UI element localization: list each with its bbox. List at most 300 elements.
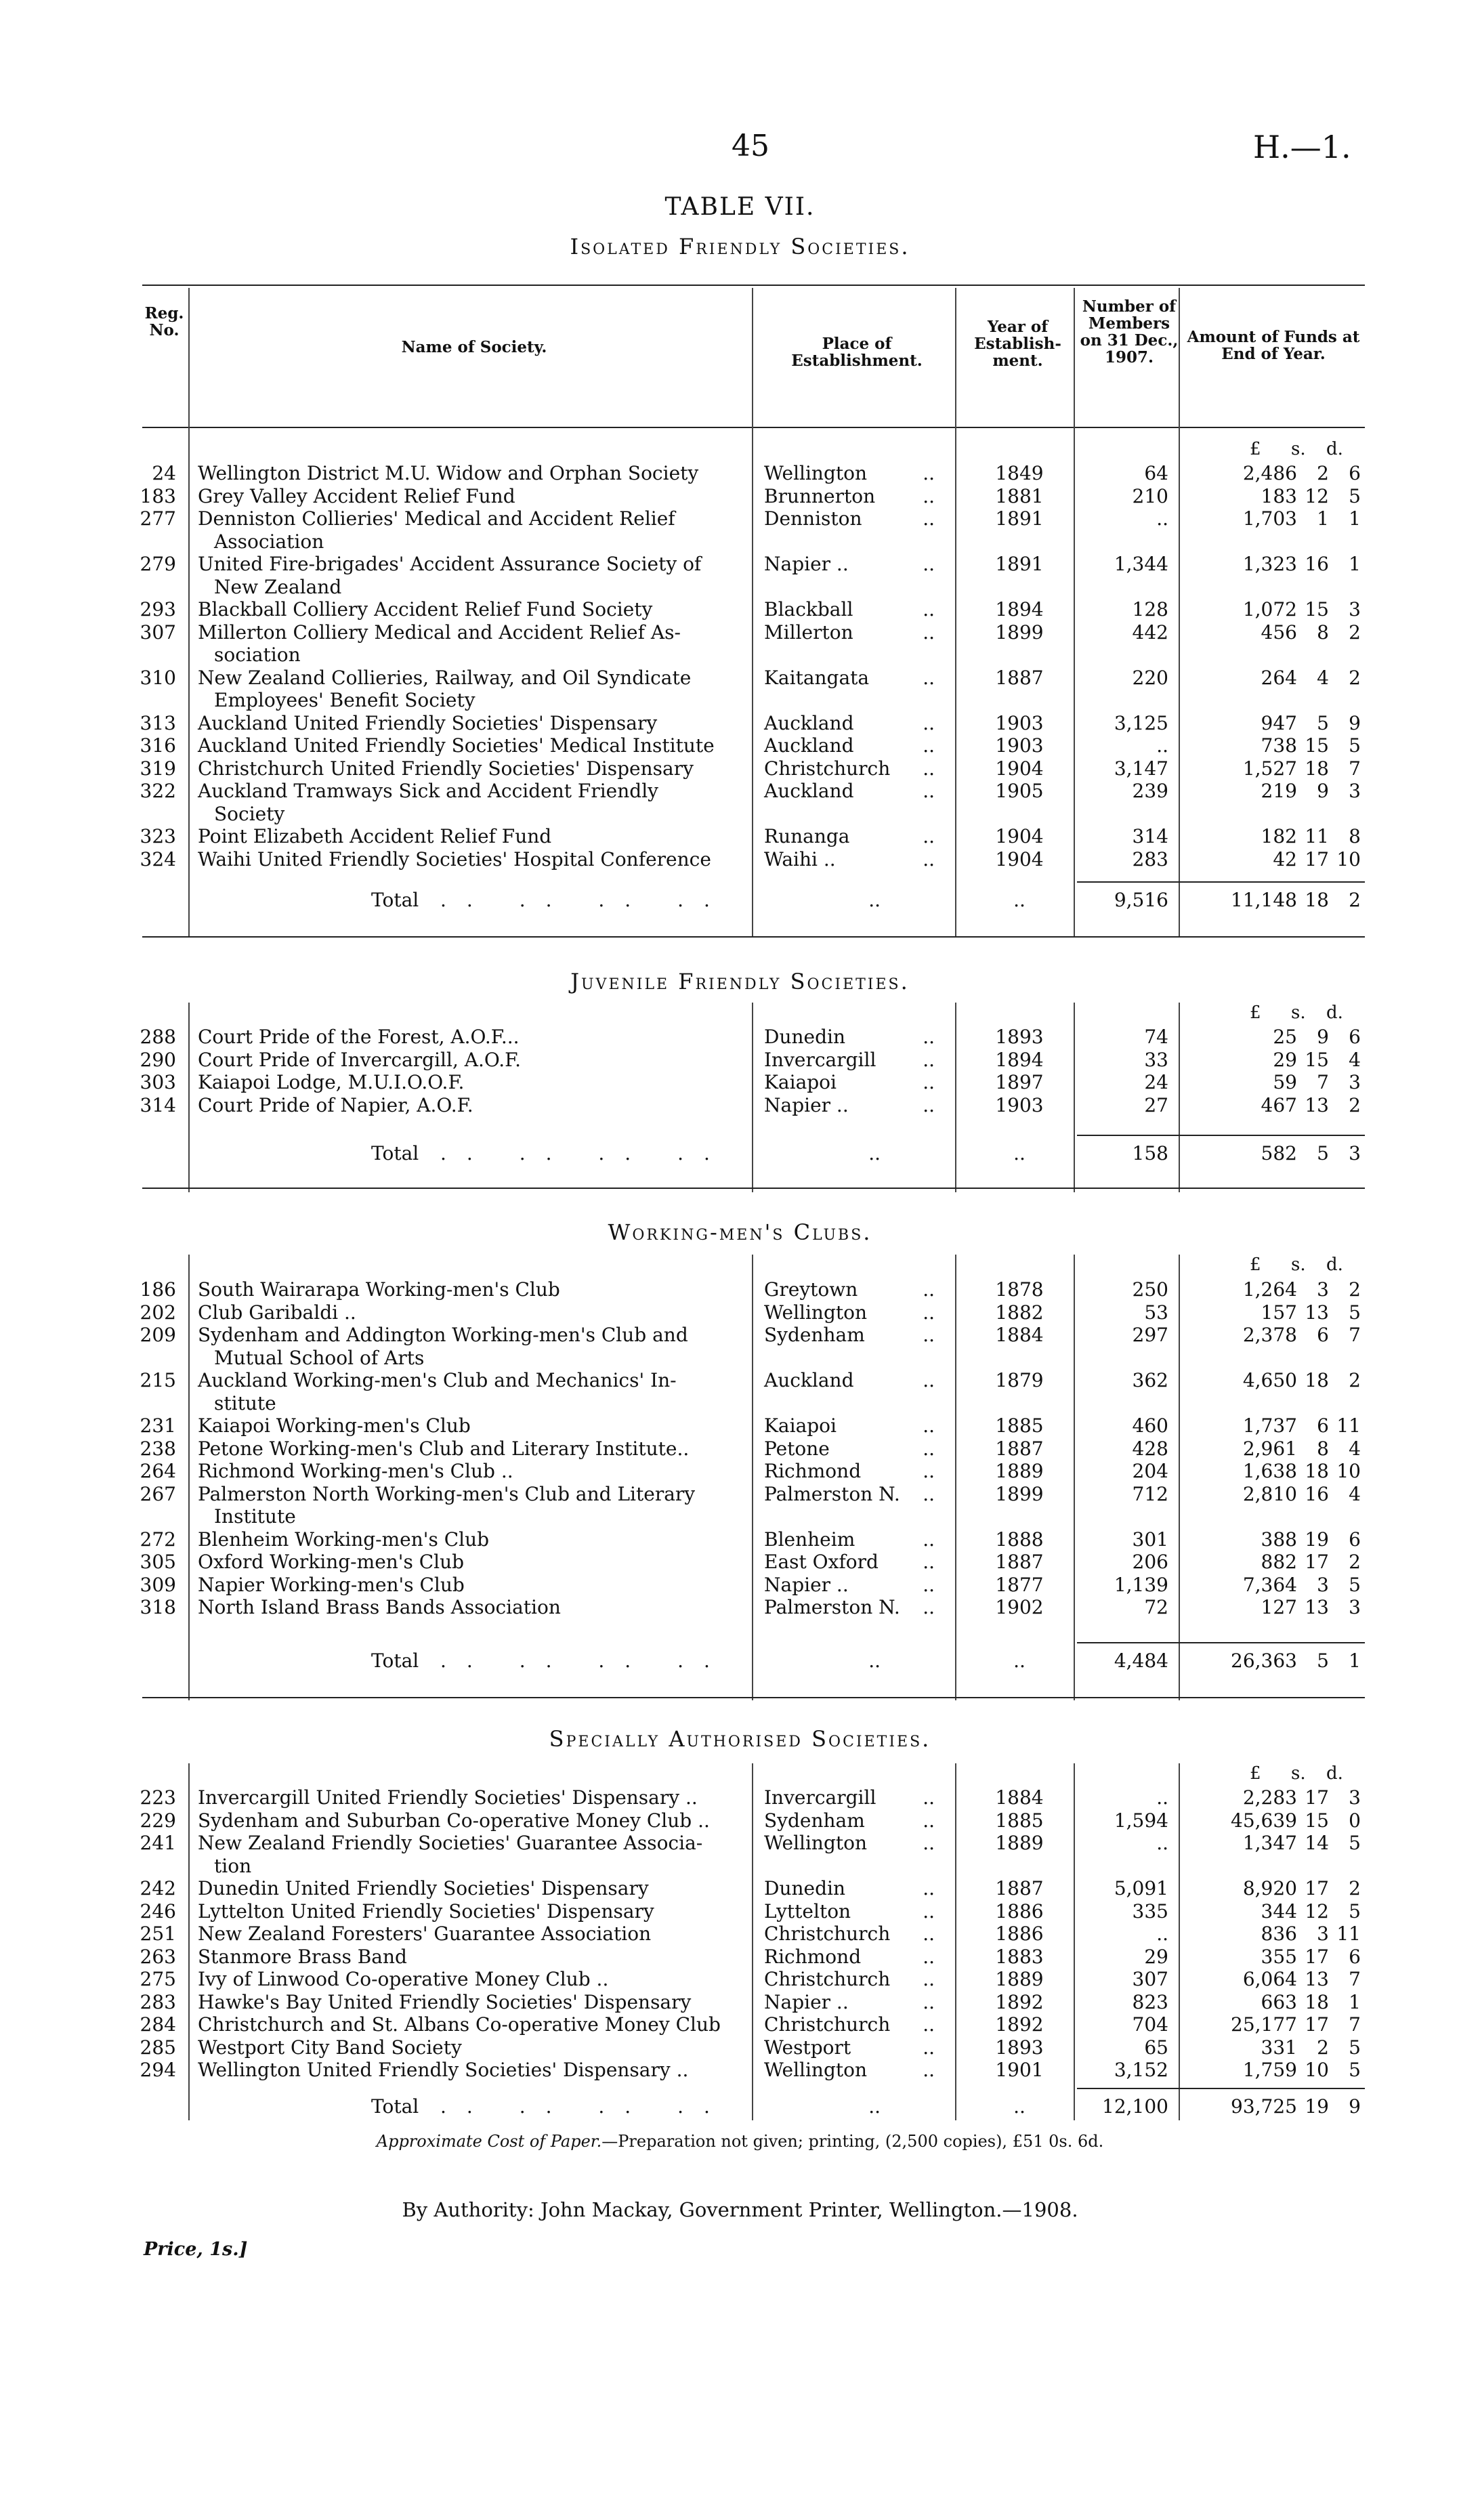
society-name: Point Elizabeth Accident Relief Fund (198, 825, 552, 847)
total-pence: 1 (1349, 1650, 1361, 1672)
funds-pounds: 59 (1273, 1071, 1297, 1093)
total-rule (1077, 1135, 1365, 1136)
header-column-divider (188, 288, 190, 423)
place: Napier .. (764, 1990, 849, 2013)
unit-pence: d. (1326, 1763, 1343, 1784)
members: 220 (1132, 666, 1168, 689)
reg-no: 313 (140, 711, 176, 734)
leader-dots: .. (1013, 2095, 1026, 2118)
leader-dots: .. (923, 1093, 935, 1116)
members: 29 (1144, 1945, 1168, 1968)
unit-pence: d. (1326, 1003, 1343, 1023)
header-column-divider (752, 288, 753, 423)
cost-note (0, 2132, 1480, 2151)
leader-dots: .. (923, 462, 935, 484)
place: Brunnerton (764, 484, 876, 507)
funds-pence: 0 (1349, 1809, 1361, 1832)
place: Wellington (764, 2059, 868, 2081)
table-row (0, 826, 1480, 849)
leader-dots: .. (923, 757, 935, 780)
funds-pounds: 182 (1261, 825, 1297, 847)
table-row (0, 1370, 1480, 1393)
funds-pounds: 1,703 (1242, 507, 1297, 530)
table-row (0, 735, 1480, 758)
funds-pounds: 467 (1261, 1093, 1297, 1116)
funds-pence: 2 (1349, 1369, 1361, 1391)
table-row (0, 713, 1480, 736)
section-title-isolated: Isolated Friendly Societies. (570, 234, 910, 259)
total-label: Total (371, 1650, 419, 1672)
funds-pence: 6 (1349, 1528, 1361, 1551)
funds-pence: 7 (1349, 2013, 1361, 2036)
table-row (0, 486, 1480, 509)
leader-dots: .. (923, 1923, 935, 1945)
members: 210 (1132, 484, 1168, 507)
society-name: Grey Valley Accident Relief Fund (198, 484, 515, 507)
funds-pence: 4 (1349, 1437, 1361, 1460)
funds-pence: 2 (1349, 1877, 1361, 1899)
table-row (0, 1302, 1480, 1325)
members: 442 (1132, 621, 1168, 644)
funds-shillings: 3 (1317, 1923, 1329, 1945)
table-row (0, 1049, 1480, 1072)
society-name: Dunedin United Friendly Societies' Dispensary (198, 1877, 649, 1899)
society-name: Auckland Working-men's Club and Mechanics' In- (198, 1369, 677, 1391)
table-row (0, 1551, 1480, 1574)
society-name: Wellington United Friendly Societies' Dispensary .. (198, 2059, 689, 2081)
funds-pounds: 2,486 (1242, 462, 1297, 484)
funds-pounds: 6,064 (1242, 1968, 1297, 1990)
funds-shillings: 15 (1305, 1048, 1329, 1071)
society-name: Ivy of Linwood Co-operative Money Club .. (198, 1968, 609, 1990)
society-name-continued: Employees' Benefit Society (214, 689, 475, 711)
reg-no: 183 (140, 484, 176, 507)
leader-dots: .. (923, 1809, 935, 1832)
total-members: 12,100 (1102, 2095, 1168, 2118)
members: 204 (1132, 1460, 1168, 1482)
leader-dots: .. (868, 889, 881, 911)
funds-shillings: 17 (1305, 1877, 1329, 1899)
unit-pounds: £ (1250, 1255, 1261, 1275)
section-title: Juvenile Friendly Societies. (570, 969, 910, 994)
funds-pounds: 25 (1273, 1026, 1297, 1048)
society-name: South Wairarapa Working-men's Club (198, 1278, 560, 1301)
members: 5,091 (1114, 1877, 1168, 1899)
funds-shillings: 11 (1305, 825, 1329, 847)
funds-shillings: 16 (1305, 1482, 1329, 1505)
table-row (0, 1279, 1480, 1302)
funds-pence: 4 (1349, 1048, 1361, 1071)
funds-pence: 6 (1349, 1026, 1361, 1048)
funds-pence: 1 (1349, 553, 1361, 575)
funds-pence: 6 (1349, 1945, 1361, 1968)
unit-shillings: s. (1291, 1763, 1306, 1784)
place: Millerton (764, 621, 853, 644)
reg-no: 323 (140, 825, 176, 847)
funds-shillings: 18 (1305, 757, 1329, 780)
reg-no: 283 (140, 1990, 176, 2013)
society-name: Christchurch and St. Albans Co-operative Money Club (198, 2013, 721, 2036)
leader-dots: .. (923, 484, 935, 507)
place: Dunedin (764, 1026, 845, 1048)
header-bottom-rule (142, 427, 1365, 428)
total-row (0, 1143, 1480, 1166)
leader-dots: .. (923, 825, 935, 847)
funds-pence: 5 (1349, 734, 1361, 757)
society-name: Kaiapoi Working-men's Club (198, 1414, 471, 1437)
funds-pounds: 127 (1261, 1596, 1297, 1618)
funds-shillings: 14 (1305, 1832, 1329, 1854)
funds-pounds: 331 (1261, 2036, 1297, 2059)
place: Runanga (764, 825, 850, 847)
table-row (0, 1095, 1480, 1118)
table-row (0, 1026, 1480, 1049)
funds-pence: 5 (1349, 1832, 1361, 1854)
leader-dots: .. (923, 734, 935, 757)
total-pounds: 26,363 (1231, 1650, 1297, 1672)
section-bottom-rule (142, 936, 1365, 938)
society-name: Richmond Working-men's Club .. (198, 1460, 513, 1482)
funds-pence: 10 (1336, 1460, 1361, 1482)
reg-no: 284 (140, 2013, 176, 2036)
funds-pence: 3 (1349, 1071, 1361, 1093)
year: 1893 (995, 1026, 1044, 1048)
total-row (0, 2096, 1480, 2119)
funds-pounds: 1,737 (1242, 1414, 1297, 1437)
table-row (0, 2014, 1480, 2037)
place: Invercargill (764, 1048, 876, 1071)
year: 1878 (995, 1278, 1044, 1301)
year: 1891 (995, 507, 1044, 530)
table-row (0, 1946, 1480, 1969)
place: Lyttelton (764, 1899, 851, 1923)
leader-dots: .. (923, 1071, 935, 1093)
members: 206 (1132, 1551, 1168, 1573)
funds-pounds: 29 (1273, 1048, 1297, 1071)
society-name: Court Pride of Invercargill, A.O.F. (198, 1048, 522, 1071)
place: Wellington (764, 1301, 868, 1324)
reg-no: 319 (140, 757, 176, 780)
society-name: United Fire-brigades' Accident Assurance Society of (198, 553, 702, 575)
year: 1884 (995, 1324, 1044, 1346)
year: 1894 (995, 598, 1044, 621)
members: 301 (1132, 1528, 1168, 1551)
funds-pounds: 4,650 (1242, 1369, 1297, 1391)
table-row (0, 1324, 1480, 1347)
society-name: Petone Working-men's Club and Literary Institute.. (198, 1437, 690, 1460)
header-members: Number of Members on 31 Dec., 1907. (1080, 297, 1179, 366)
place: Napier .. (764, 1093, 849, 1116)
table-row (0, 2037, 1480, 2060)
place: Richmond (764, 1945, 862, 1968)
total-members: 158 (1132, 1142, 1168, 1164)
total-label: Total (371, 889, 419, 911)
reg-no: 279 (140, 553, 176, 575)
members: 74 (1144, 1026, 1168, 1048)
funds-shillings: 8 (1317, 621, 1329, 644)
society-name: Wellington District M.U. Widow and Orphan Society (198, 462, 699, 484)
leader-dots: .. (1013, 1142, 1026, 1164)
funds-pence: 5 (1349, 2059, 1361, 2081)
funds-pounds: 157 (1261, 1301, 1297, 1324)
year: 1897 (995, 1071, 1044, 1093)
page-number: 45 (732, 129, 769, 163)
members: 704 (1132, 2013, 1168, 2036)
funds-pence: 3 (1349, 780, 1361, 802)
society-name: Auckland Tramways Sick and Accident Friendly (198, 780, 658, 802)
funds-pence: 1 (1349, 507, 1361, 530)
leader-dots: .. (923, 598, 935, 621)
funds-pounds: 7,364 (1242, 1573, 1297, 1596)
funds-shillings: 6 (1317, 1414, 1329, 1437)
funds-shillings: 9 (1317, 1026, 1329, 1048)
year: 1886 (995, 1899, 1044, 1923)
leader-dots: .. (923, 1324, 935, 1346)
place: Auckland (764, 711, 854, 734)
total-label: Total (371, 1142, 419, 1164)
leader-dots: .. (923, 1832, 935, 1854)
funds-shillings: 15 (1305, 598, 1329, 621)
society-name: Oxford Working-men's Club (198, 1551, 465, 1573)
place: Blackball (764, 598, 853, 621)
year: 1887 (995, 1877, 1044, 1899)
leader-dots: .. (923, 1877, 935, 1899)
funds-pounds: 355 (1261, 1945, 1297, 1968)
funds-pounds: 836 (1261, 1923, 1297, 1945)
place: Petone (764, 1437, 830, 1460)
society-name: Court Pride of Napier, A.O.F. (198, 1093, 473, 1116)
place: Auckland (764, 734, 854, 757)
place: Invercargill (764, 1786, 876, 1809)
year: 1885 (995, 1414, 1044, 1437)
total-pounds: 11,148 (1231, 889, 1297, 911)
funds-pounds: 25,177 (1231, 2013, 1297, 2036)
leader-dots: .. .. .. .. (440, 2095, 730, 2118)
leader-dots: .. (923, 1048, 935, 1071)
members: 1,594 (1114, 1809, 1168, 1832)
funds-pence: 8 (1349, 825, 1361, 847)
leader-dots: .. (923, 2059, 935, 2081)
funds-shillings: 10 (1305, 2059, 1329, 2081)
leader-dots: .. (923, 1968, 935, 1990)
year: 1889 (995, 1968, 1044, 1990)
table-row (0, 599, 1480, 622)
society-name: Napier Working-men's Club (198, 1573, 465, 1596)
members: 362 (1132, 1369, 1168, 1391)
funds-pence: 3 (1349, 598, 1361, 621)
header-column-divider (1074, 288, 1075, 423)
leader-dots: .. (923, 1596, 935, 1618)
reg-no: 264 (140, 1460, 176, 1482)
funds-shillings: 15 (1305, 1809, 1329, 1832)
members: 460 (1132, 1414, 1168, 1437)
funds-pounds: 738 (1261, 734, 1297, 757)
year: 1887 (995, 666, 1044, 689)
funds-pounds: 1,638 (1242, 1460, 1297, 1482)
leader-dots: .. (923, 1026, 935, 1048)
leader-dots: .. (923, 1278, 935, 1301)
table-row (0, 1597, 1480, 1620)
funds-shillings: 3 (1317, 1278, 1329, 1301)
members: 712 (1132, 1482, 1168, 1505)
funds-shillings: 7 (1317, 1071, 1329, 1093)
funds-pounds: 388 (1261, 1528, 1297, 1551)
unit-pence: d. (1326, 1255, 1343, 1275)
table-row (0, 1992, 1480, 2015)
funds-shillings: 13 (1305, 1093, 1329, 1116)
header-top-rule (142, 285, 1365, 286)
funds-pence: 7 (1349, 757, 1361, 780)
table-row (0, 780, 1480, 803)
society-name: Blenheim Working-men's Club (198, 1528, 490, 1551)
society-name-continued: Association (214, 530, 324, 553)
members: 27 (1144, 1093, 1168, 1116)
total-shillings: 5 (1317, 1650, 1329, 1672)
society-name-continued: sociation (214, 644, 301, 666)
table-row (0, 1878, 1480, 1901)
leader-dots: .. (923, 1482, 935, 1505)
society-name-continued: Institute (214, 1505, 296, 1528)
society-name: Palmerston North Working-men's Club and Literary (198, 1482, 696, 1505)
members: .. (1156, 1923, 1168, 1945)
year: 1903 (995, 711, 1044, 734)
place: Wellington (764, 462, 868, 484)
leader-dots: .. (923, 666, 935, 689)
funds-pence: 5 (1349, 2036, 1361, 2059)
members: 3,152 (1114, 2059, 1168, 2081)
reg-no: 316 (140, 734, 176, 757)
reg-no: 238 (140, 1437, 176, 1460)
leader-dots: .. (923, 1551, 935, 1573)
year: 1879 (995, 1369, 1044, 1391)
members: 283 (1132, 847, 1168, 870)
society-name: North Island Brass Bands Association (198, 1596, 561, 1618)
funds-pounds: 219 (1261, 780, 1297, 802)
place: Denniston (764, 507, 862, 530)
members: 3,147 (1114, 757, 1168, 780)
place: Blenheim (764, 1528, 855, 1551)
reg-no: 314 (140, 1093, 176, 1116)
members: .. (1156, 507, 1168, 530)
members: .. (1156, 734, 1168, 757)
cost-text: —Preparation not given; printing, (2,500 copies), £51 0s. 6d. (601, 2132, 1104, 2151)
society-name: New Zealand Foresters' Guarantee Association (198, 1923, 652, 1945)
total-label: Total (371, 2095, 419, 2118)
year: 1886 (995, 1923, 1044, 1945)
members: 314 (1132, 825, 1168, 847)
section-title: Specially Authorised Societies. (549, 1726, 931, 1752)
reg-no: 202 (140, 1301, 176, 1324)
leader-dots: .. (868, 2095, 881, 2118)
year: 1905 (995, 780, 1044, 802)
society-name: Blackball Colliery Accident Relief Fund Society (198, 598, 653, 621)
funds-pence: 2 (1349, 1278, 1361, 1301)
funds-pounds: 1,527 (1242, 757, 1297, 780)
year: 1894 (995, 1048, 1044, 1071)
place: Napier .. (764, 553, 849, 575)
year: 1887 (995, 1551, 1044, 1573)
funds-shillings: 16 (1305, 553, 1329, 575)
society-name: Sydenham and Addington Working-men's Club and (198, 1324, 688, 1346)
funds-pounds: 183 (1261, 484, 1297, 507)
total-shillings: 19 (1305, 2095, 1329, 2118)
year: 1892 (995, 2013, 1044, 2036)
leader-dots: .. .. .. .. (440, 889, 730, 911)
funds-pounds: 663 (1261, 1990, 1297, 2013)
society-name: Hawke's Bay United Friendly Societies' Dispensary (198, 1990, 692, 2013)
header-place: Place of Establishment. (791, 335, 923, 370)
reg-no: 246 (140, 1899, 176, 1923)
leader-dots: .. (923, 1437, 935, 1460)
funds-pounds: 1,264 (1242, 1278, 1297, 1301)
header-column-divider (1179, 288, 1180, 423)
funds-pence: 7 (1349, 1324, 1361, 1346)
funds-shillings: 17 (1305, 847, 1329, 870)
table-row (0, 622, 1480, 645)
funds-shillings: 13 (1305, 1596, 1329, 1618)
reg-no: 307 (140, 621, 176, 644)
funds-shillings: 2 (1317, 462, 1329, 484)
reg-no: 24 (152, 462, 176, 484)
reg-no: 231 (140, 1414, 176, 1437)
society-name: Stanmore Brass Band (198, 1945, 407, 1968)
funds-pence: 5 (1349, 1899, 1361, 1923)
funds-pounds: 2,961 (1242, 1437, 1297, 1460)
year: 1903 (995, 1093, 1044, 1116)
society-name-continued: Society (214, 802, 285, 825)
funds-pence: 3 (1349, 1786, 1361, 1809)
members: 24 (1144, 1071, 1168, 1093)
leader-dots: .. (923, 1414, 935, 1437)
reg-no: 272 (140, 1528, 176, 1551)
unit-shillings: s. (1291, 439, 1306, 459)
year: 1885 (995, 1809, 1044, 1832)
reg-no: 290 (140, 1048, 176, 1071)
leader-dots: .. (923, 1990, 935, 2013)
members: 297 (1132, 1324, 1168, 1346)
table-row (0, 1810, 1480, 1833)
leader-dots: .. (868, 1650, 881, 1672)
funds-shillings: 5 (1317, 711, 1329, 734)
table-row (0, 1923, 1480, 1946)
leader-dots: .. (868, 1142, 881, 1164)
table-row (0, 667, 1480, 690)
society-name: Sydenham and Suburban Co-operative Money Club .. (198, 1809, 710, 1832)
leader-dots: .. (923, 1945, 935, 1968)
year: 1899 (995, 621, 1044, 644)
total-shillings: 5 (1317, 1142, 1329, 1164)
society-name: Westport City Band Society (198, 2036, 462, 2059)
table-row (0, 1438, 1480, 1461)
funds-pence: 5 (1349, 484, 1361, 507)
funds-shillings: 4 (1317, 666, 1329, 689)
funds-pounds: 1,323 (1242, 553, 1297, 575)
society-name: New Zealand Collieries, Railway, and Oil Syndicate (198, 666, 692, 689)
leader-dots: .. (923, 780, 935, 802)
society-name: Invercargill United Friendly Societies' Dispensary .. (198, 1786, 698, 1809)
table-row (0, 849, 1480, 872)
members: 250 (1132, 1278, 1168, 1301)
year: 1904 (995, 825, 1044, 847)
place: Palmerston N. (764, 1482, 900, 1505)
place: Christchurch (764, 1968, 891, 1990)
leader-dots: .. (923, 1786, 935, 1809)
header-name: Name of Society. (401, 338, 547, 356)
year: 1891 (995, 553, 1044, 575)
leader-dots: .. (923, 2013, 935, 2036)
unit-pence: d. (1326, 439, 1343, 459)
total-rule (1077, 2088, 1365, 2089)
